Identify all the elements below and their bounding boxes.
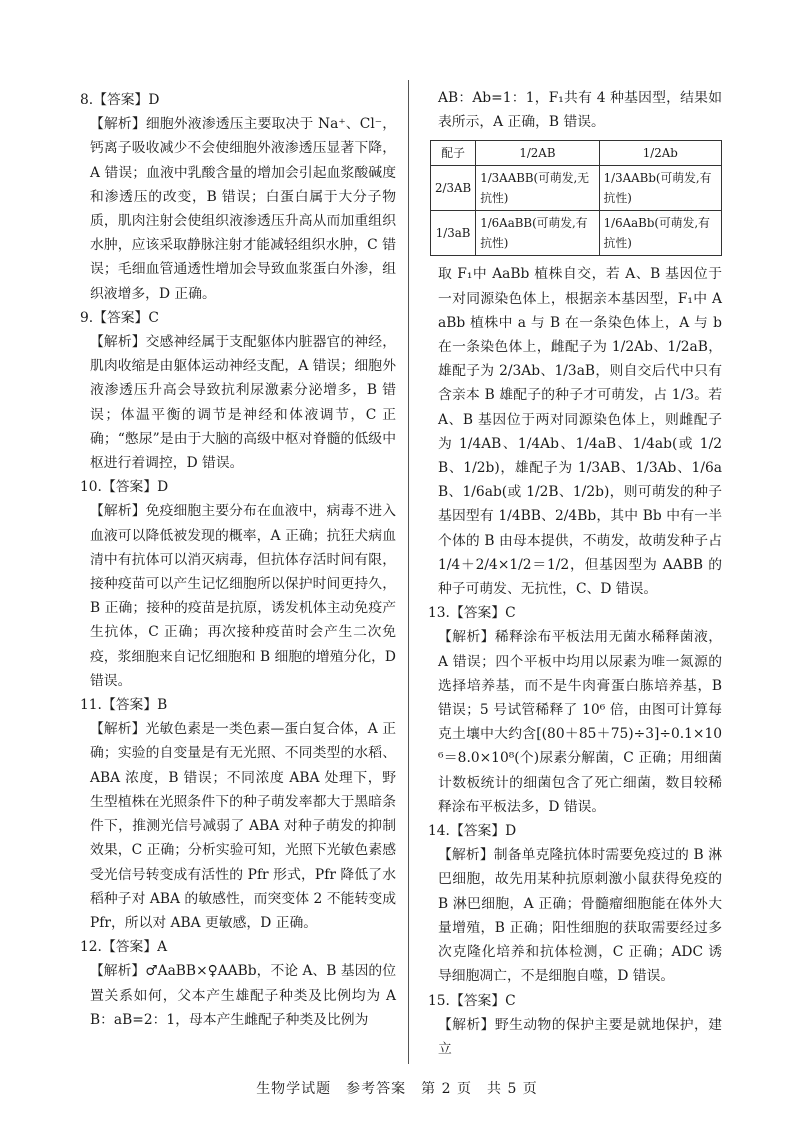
answer-11 [80,693,396,935]
answer-15-head: 15.【答案】C [428,992,516,1009]
column-divider [408,80,409,1064]
answer-12 [80,935,396,1032]
answer-10-explanation: 【解析】免疫细胞主要分布在血液中，病毒不进入血液可以降低被发现的概率，A 正确；抗狂犬病血清中有抗体可以消灭病毒，但抗体存活时间有限，接种疫苗可以产生记忆细胞所以保护时间更持久，B 正确；接种的疫苗是抗原，诱发机体主动免疫产生抗体，C 正确；再次接种疫苗时会产生二次免疫，浆细胞来自记忆细胞和 B 细胞的增殖分化，D 错误。 [90,503,396,689]
table-header-cell: 1/2Ab [599,141,721,166]
answer-12-analysis: 取 F₁中 AaBb 植株自交，若 A、B 基因位于一对同源染色体上，根据亲本基因型，F₁中 AaBb 植株中 a 与 B 在一条染色体上，A 与 b 在一条染色体上，雌配子为 1/2Ab、1/2aB，雄配子为 2/3Ab、1/3aB，则自交后代中只有含亲本 B 雄配子的种子才可萌发，占 1/3。若 A、B 基因位于两对同源染色体上，则雌配子为 1/4AB、1/4Ab、1/4aB、1/4ab(或 1/2B、1/2b)，雄配子为 1/3AB、1/3Ab、1/6aB、1/6ab(或 1/2B、1/2b)，则可萌发的种子基因型有 1/4BB、2/4Bb，其中 Bb 中有一半个体的 B 由母本提供，不萌发，故萌发种子占 1/4＋2/4×1/2＝1/2，但基因型为 AABB 的种子可萌发、无抗性，C、D 错误。 [438,266,722,598]
answer-14-explanation: 【解析】制备单克隆抗体时需要免疫过的 B 淋巴细胞，故先用某种抗原刺激小鼠获得免疫的 B 淋巴细胞，A 正确；骨髓瘤细胞能在体外大量增殖，B 正确；阳性细胞的获取需要经过多次克隆化培养和抗体检测，C 正确；ADC 诱导细胞凋亡，不是细胞自噬，D 错误。 [438,847,722,985]
gamete-table [430,140,722,256]
answer-13-head: 13.【答案】C [428,605,516,622]
table-row [431,166,722,211]
answer-15 [428,989,722,1062]
answer-9-explanation: 【解析】交感神经属于支配躯体内脏器官的神经，肌肉收缩是由躯体运动神经支配，A 错误；细胞外液渗透压升高会导致抗利尿激素分泌增多，B 错误；体温平衡的调节是神经和体液调节，C 正确；“憋尿”是由于大脑的高级中枢对脊髓的低级中枢进行着调控，D 错误。 [90,334,396,472]
answer-10-head: 10.【答案】D [80,479,169,496]
table-header-cell: 1/2AB [476,141,599,166]
answer-9-head: 9.【答案】C [80,309,159,326]
right-column [428,86,722,1061]
answer-11-explanation: 【解析】光敏色素是一类色素—蛋白复合体，A 正确；实验的自变量是有无光照、不同类型的水稻、ABA 浓度，B 错误；不同浓度 ABA 处理下，野生型植株在光照条件下的种子萌发率都大于黑暗条件下，推测光信号减弱了 ABA 对种子萌发的抑制效果，C 正确；分析实验可知，光照下光敏色素感受光信号转变成有活性的 Pfr 形式，Pfr 降低了水稻种子对 ABA 的敏感性，而突变体 2 不能转变成 Pfr，所以对 ABA 更敏感，D 正确。 [90,721,396,931]
answer-8 [80,88,396,306]
answer-14 [428,819,722,988]
left-column [80,88,396,1032]
table-cell: 1/6AaBb(可萌发,有抗性) [599,211,721,256]
answer-8-explanation: 【解析】细胞外液渗透压主要取决于 Na⁺、Cl⁻，钙离子吸收减少不会使细胞外液渗透压显著下降，A 错误；血液中乳酸含量的增加会引起血浆酸碱度和渗透压的改变，B 错误；白蛋白属于大分子物质，肌肉注射会使组织液渗透压升高从而加重组织水肿，应该采取静脉注射才能减轻组织水肿，C 错误；毛细血管通透性增加会导致血浆蛋白外渗，组织液增多，D 正确。 [90,116,396,302]
answer-13 [428,601,722,819]
table-row [431,211,722,256]
answer-15-explanation: 【解析】野生动物的保护主要是就地保护，建立 [438,1016,722,1057]
answer-13-explanation: 【解析】稀释涂布平板法用无菌水稀释菌液，A 错误；四个平板中均用以尿素为唯一氮源的选择培养基，而不是牛肉膏蛋白胨培养基，B 错误；5 号试管稀释了 10⁶ 倍，由图可计算每克土壤中大约含[(80＋85＋75)÷3]÷0.1×10⁶＝8.0×10⁸(个)尿素分解菌，C 正确；用细菌计数板统计的细菌包含了死亡细菌，数目较稀释涂布平板法多，D 错误。 [438,629,722,815]
table-cell: 1/3AABb(可萌发,有抗性) [599,166,721,211]
answer-14-head: 14.【答案】D [428,823,517,840]
table-cell: 2/3AB [431,166,476,211]
answer-9 [80,306,396,475]
answer-12-continued: AB：Ab=1：1，F₁共有 4 种基因型，结果如表所示，A 正确，B 错误。 [438,90,722,131]
table-header-row [431,141,722,166]
table-cell: 1/3AABB(可萌发,无抗性) [476,166,599,211]
table-cell: 1/3aB [431,211,476,256]
answer-8-head: 8.【答案】D [80,92,160,108]
answer-10 [80,475,396,693]
table-header-cell: 配子 [431,141,476,166]
answer-11-head: 11.【答案】B [80,697,168,714]
page-footer: 生物学试题 参考答案 第 2 页 共 5 页 [256,1081,538,1097]
answer-12-explanation: 【解析】♂AaBB×♀AABb，不论 A、B 基因的位置关系如何，父本产生雄配子种类及比例均为 AB：aB=2：1，母本产生雌配子种类及比例为 [90,963,396,1028]
answer-12-head: 12.【答案】A [80,939,168,956]
table-cell: 1/6AaBB(可萌发,有抗性) [476,211,599,256]
